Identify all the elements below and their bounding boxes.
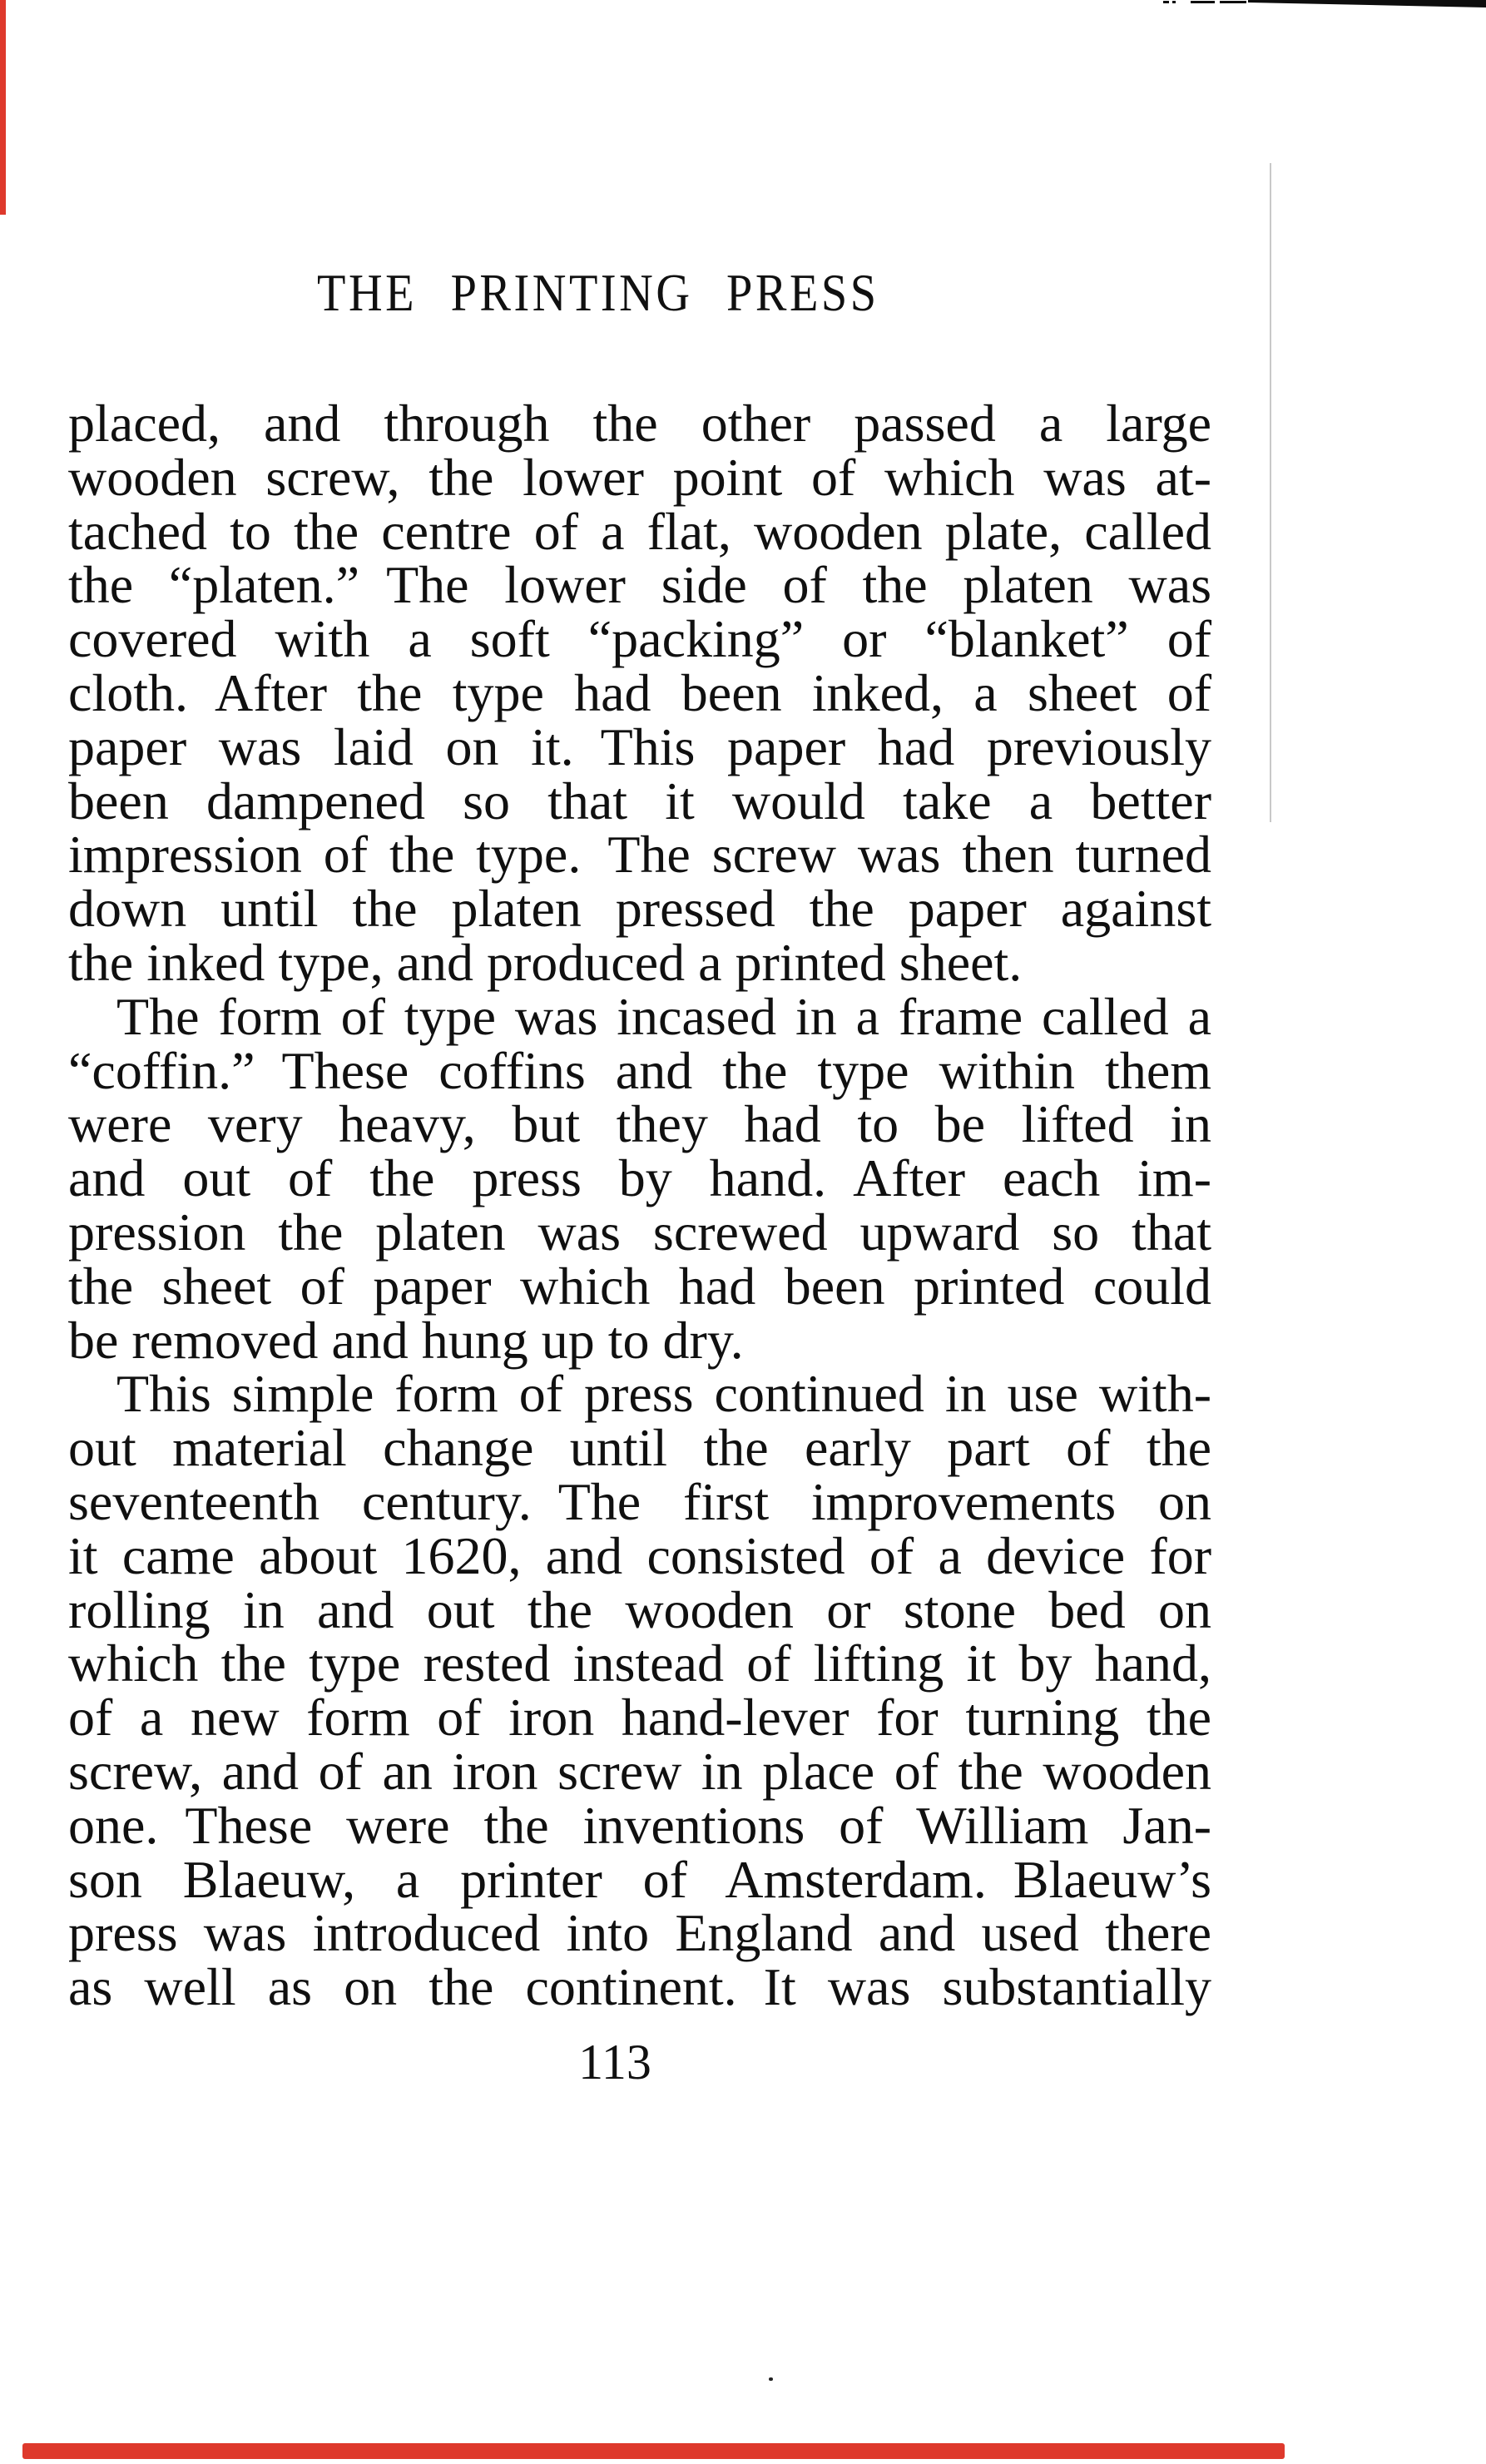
text-line: wooden screw, the lower point of which was at- [68, 447, 1211, 507]
text-line: seventeenth century. The first improvements on [68, 1471, 1211, 1531]
text-line: paper was laid on it. This paper had previously [68, 716, 1211, 776]
page-title-text: THE PRINTING PRESS [317, 263, 879, 322]
text-line: covered with a soft “packing” or “blanket” of [68, 609, 1211, 669]
page-title [27, 265, 1170, 321]
page-number: 113 [578, 2035, 651, 2090]
dash-segment [1191, 1, 1215, 3]
text-line: were very heavy, but they had to be lifted in [68, 1094, 1211, 1154]
text-line: as well as on the continent. It was substantially [68, 1957, 1211, 2017]
red-edge-mark-left [0, 0, 6, 215]
text-line: rolling in and out the wooden or stone bed on [68, 1579, 1211, 1639]
text-line: “coffin.” These coffins and the type within them [68, 1040, 1211, 1100]
right-margin-line [1270, 163, 1271, 822]
text-line: of a new form of iron hand-lever for turning the [68, 1688, 1211, 1748]
dash-segment [1248, 0, 1486, 7]
text-line: the “platen.” The lower side of the platen was [68, 555, 1211, 615]
dash-segment [1163, 1, 1169, 3]
text-line: out material change until the early part of the [68, 1418, 1211, 1478]
text-line: This simple form of press continued in use with- [116, 1364, 1211, 1424]
dash-segment [1172, 1, 1176, 3]
text-line: which the type rested instead of lifting it by hand, [68, 1634, 1211, 1693]
text-line: The form of type was incased in a frame called a [116, 986, 1211, 1046]
text-line: one. These were the inventions of William Jan- [68, 1795, 1211, 1855]
text-line: and out of the press by hand. After each im- [68, 1148, 1211, 1208]
text-line: placed, and through the other passed a large [68, 394, 1211, 453]
text-line: press was introduced into England and used there [68, 1903, 1211, 1963]
text-line: been dampened so that it would take a better [68, 771, 1211, 830]
text-line: screw, and of an iron screw in place of the wooden [68, 1741, 1211, 1801]
text-line: the sheet of paper which had been printed could [68, 1256, 1211, 1316]
text-line: tached to the centre of a flat, wooden plate, called [68, 501, 1211, 561]
text-line: impression of the type. The screw was then turned [68, 825, 1211, 885]
text-line: the inked type, and produced a printed sheet. [68, 932, 1023, 992]
red-edge-mark-bottom [22, 2443, 1285, 2459]
text-line: pression the platen was screwed upward so that [68, 1202, 1211, 1262]
ink-speck [769, 2377, 773, 2381]
text-line: son Blaeuw, a printer of Amsterdam. Blaeuw’s [68, 1849, 1211, 1909]
text-line: down until the platen pressed the paper against [68, 879, 1211, 939]
text-line: cloth. After the type had been inked, a sheet of [68, 662, 1211, 722]
dash-segment [1220, 1, 1246, 3]
text-line: be removed and hung up to dry. [68, 1310, 744, 1370]
text-block [68, 394, 1211, 2017]
text-line: it came about 1620, and consisted of a device for [68, 1525, 1211, 1585]
